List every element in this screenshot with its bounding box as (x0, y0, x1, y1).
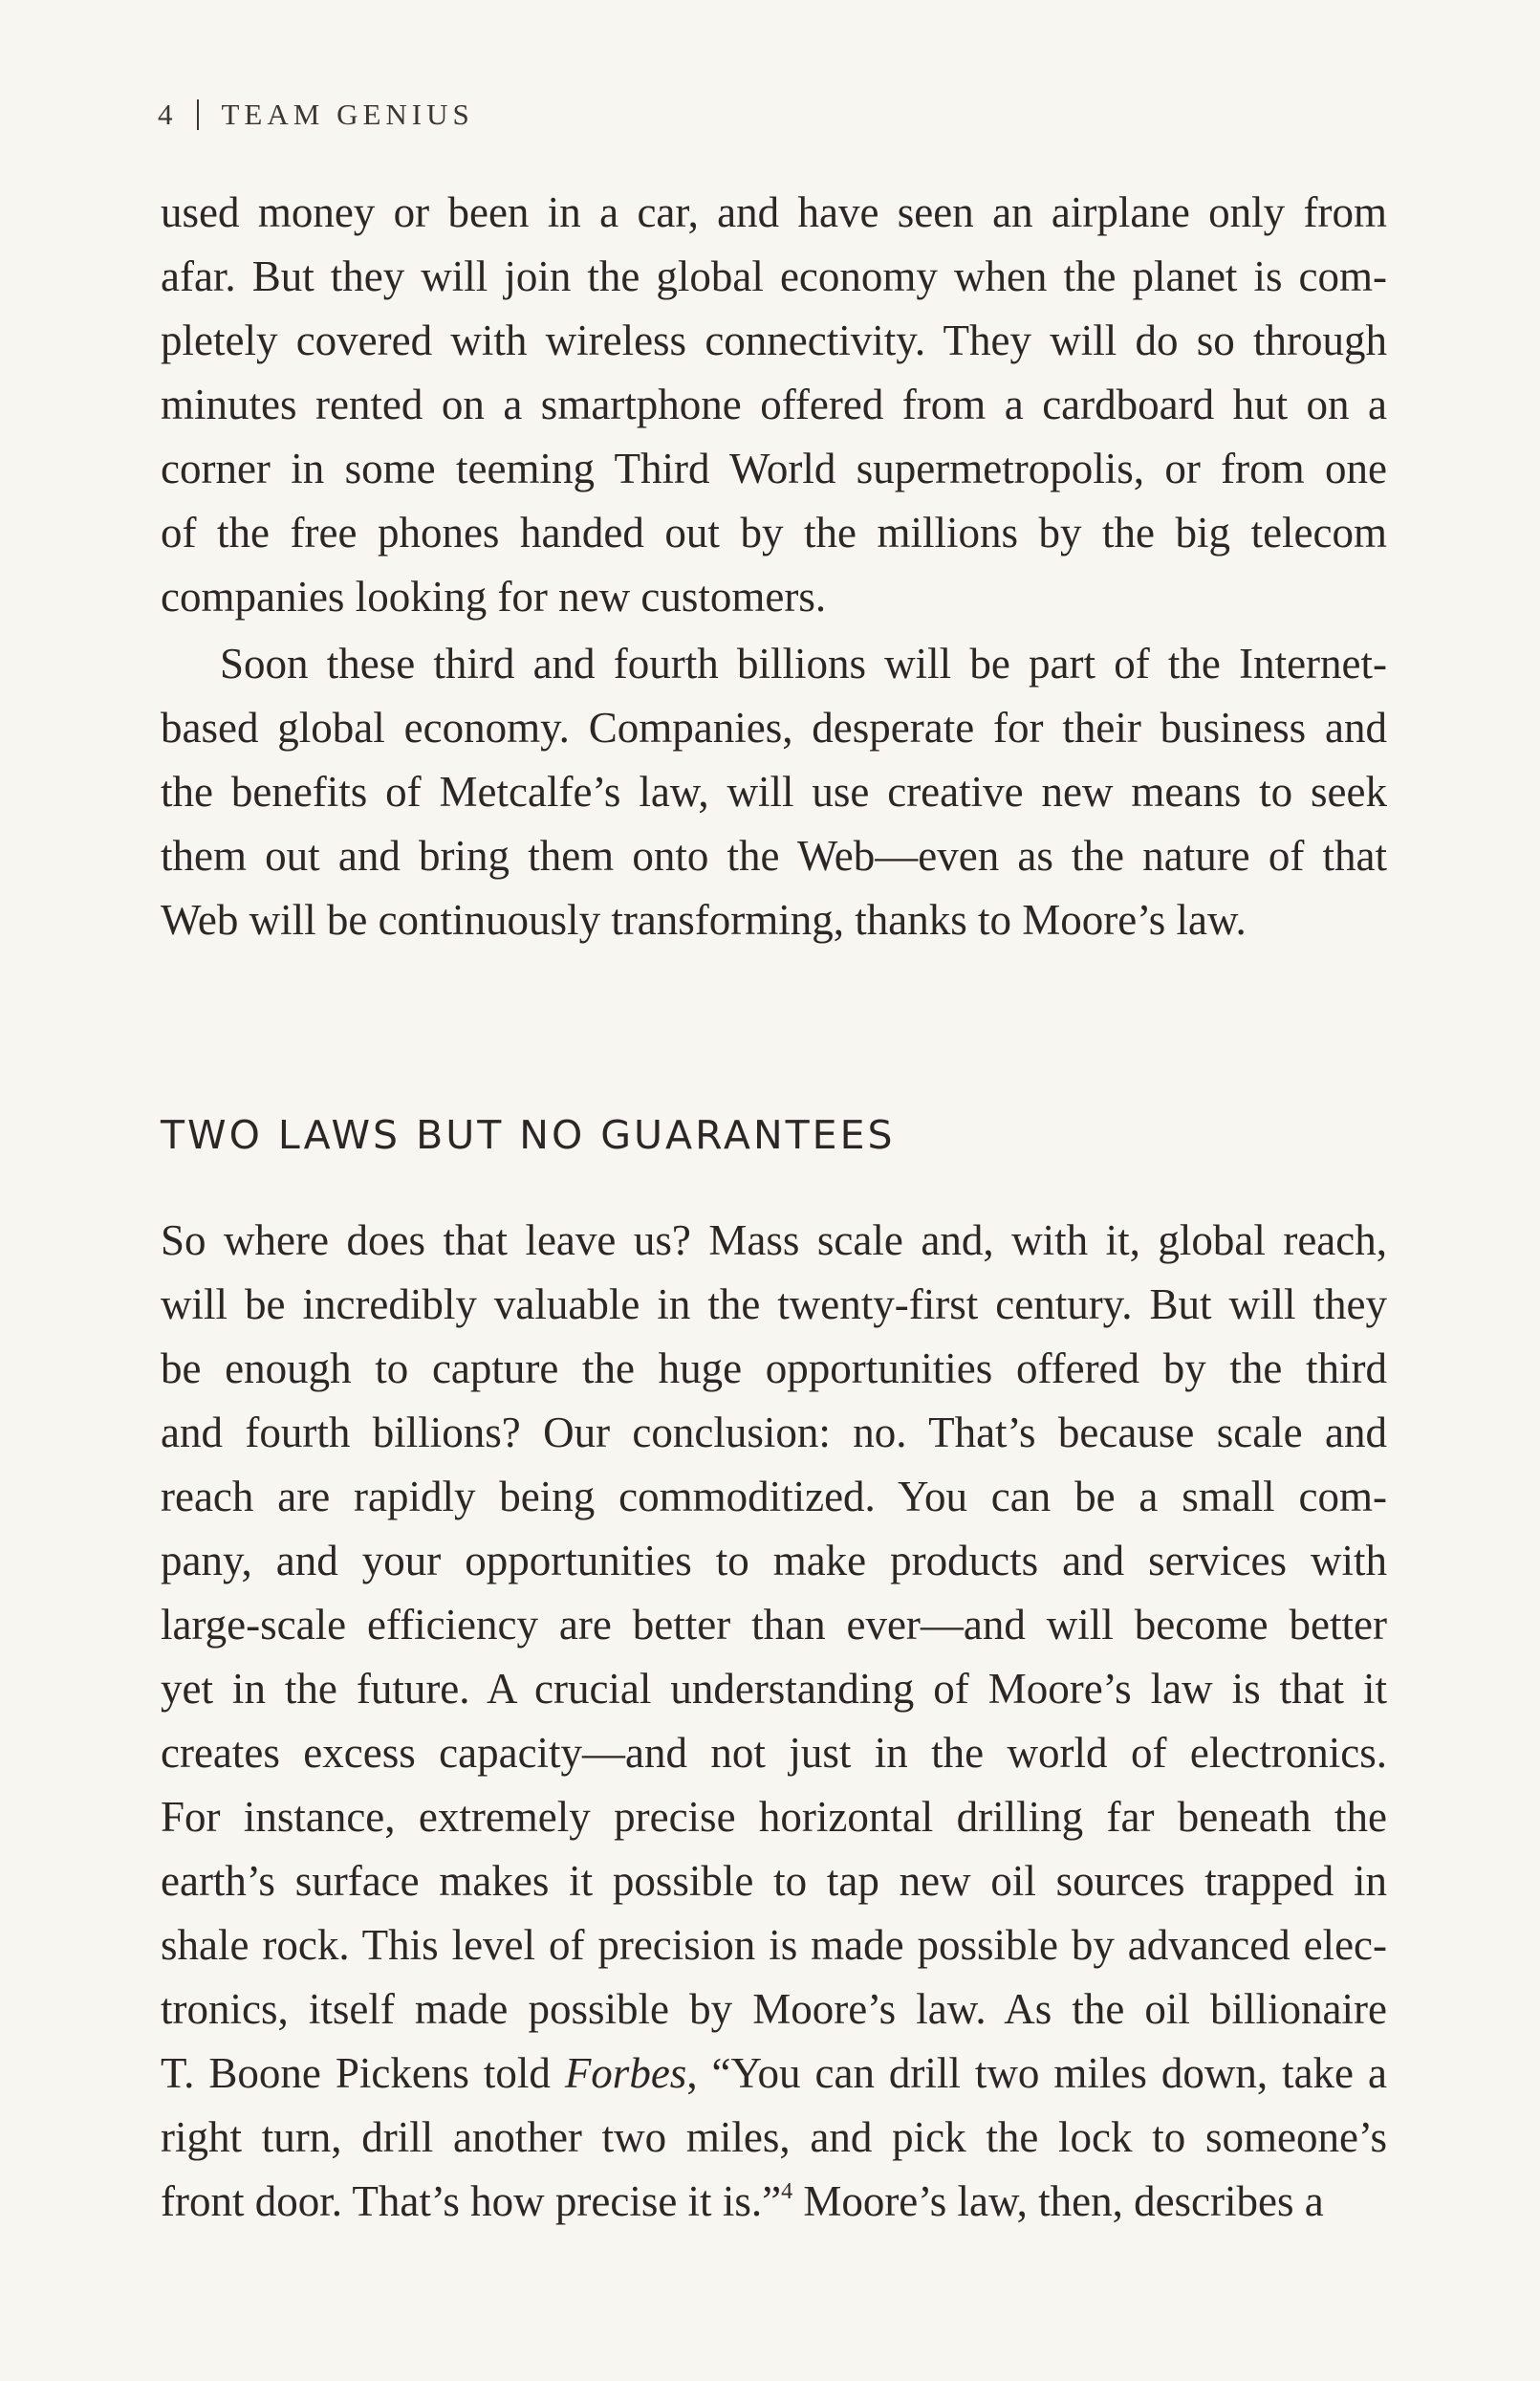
text-line: creates excess capacity—and not just in the world of electronics. (161, 1729, 1387, 1777)
text-line: of the free phones handed out by the millions by the big telecom (161, 509, 1387, 557)
text-line: pany, and your opportunities to make products and services with (161, 1537, 1387, 1584)
text-run: , “You can drill two miles down, take a (686, 2049, 1387, 2097)
text-line: For instance, extremely precise horizontal drilling far beneath the (161, 1793, 1387, 1841)
footnote-reference: 4 (781, 2179, 793, 2204)
text-line: afar. But they will join the global economy when the planet is com- (161, 252, 1387, 300)
text-line: reach are rapidly being commoditized. You can be a small com- (161, 1473, 1387, 1520)
header-divider (197, 99, 199, 130)
page-number: 4 (158, 98, 178, 131)
text-run: Moore’s law, then, describes a (792, 2177, 1324, 2225)
book-title: TEAM GENIUS (221, 98, 474, 131)
text-run: T. Boone Pickens told (161, 2049, 565, 2097)
text-line: and fourth billions? Our conclusion: no. That’s because scale and (161, 1409, 1387, 1456)
text-line: large-scale efficiency are better than ever—and will become better (161, 1601, 1387, 1649)
text-run: front door. That’s how precise it is.” (161, 2177, 782, 2225)
text-line: earth’s surface makes it possible to tap new oil sources trapped in (161, 1857, 1387, 1905)
section-heading: TWO LAWS BUT NO GUARANTEES (161, 1112, 896, 1158)
text-line: corner in some teeming Third World supermetropolis, or from one (161, 445, 1387, 492)
text-line: be enough to capture the huge opportunities offered by the third (161, 1344, 1387, 1392)
text-line-with-footnote (161, 2170, 1387, 2234)
section-paragraph (161, 1209, 1387, 2234)
text-line: will be incredibly valuable in the twenty-first century. But will they (161, 1280, 1387, 1328)
text-line: minutes rented on a smartphone offered from a cardboard hut on a (161, 381, 1387, 428)
text-line: pletely covered with wireless connectivity. They will do so through (161, 317, 1387, 364)
text-line: the benefits of Metcalfe’s law, will use creative new means to seek (161, 768, 1387, 816)
publication-title: Forbes (564, 2049, 687, 2097)
text-line: tronics, itself made possible by Moore’s law. As the oil billionaire (161, 1985, 1387, 2033)
text-line: Web will be continuously transforming, thanks to Moore’s law. (161, 896, 1247, 944)
text-line: Soon these third and fourth billions will be part of the Internet- (220, 640, 1387, 688)
text-line: yet in the future. A crucial understanding of Moore’s law is that it (161, 1665, 1387, 1713)
text-line: them out and bring them onto the Web—even as the nature of that (161, 832, 1387, 880)
paragraph-2 (161, 632, 1387, 952)
text-line: shale rock. This level of precision is made possible by advanced elec- (161, 1921, 1387, 1969)
text-line: based global economy. Companies, desperate for their business and (161, 704, 1387, 752)
text-line: used money or been in a car, and have seen an airplane only from (161, 188, 1387, 236)
running-header (158, 98, 474, 132)
paragraph-1 (161, 181, 1387, 629)
text-line: right turn, drill another two miles, and pick the lock to someone’s (161, 2113, 1387, 2161)
text-line: So where does that leave us? Mass scale and, with it, global reach, (161, 1216, 1387, 1264)
text-line: companies looking for new customers. (161, 573, 827, 621)
text-line-with-italic (161, 2042, 1387, 2106)
